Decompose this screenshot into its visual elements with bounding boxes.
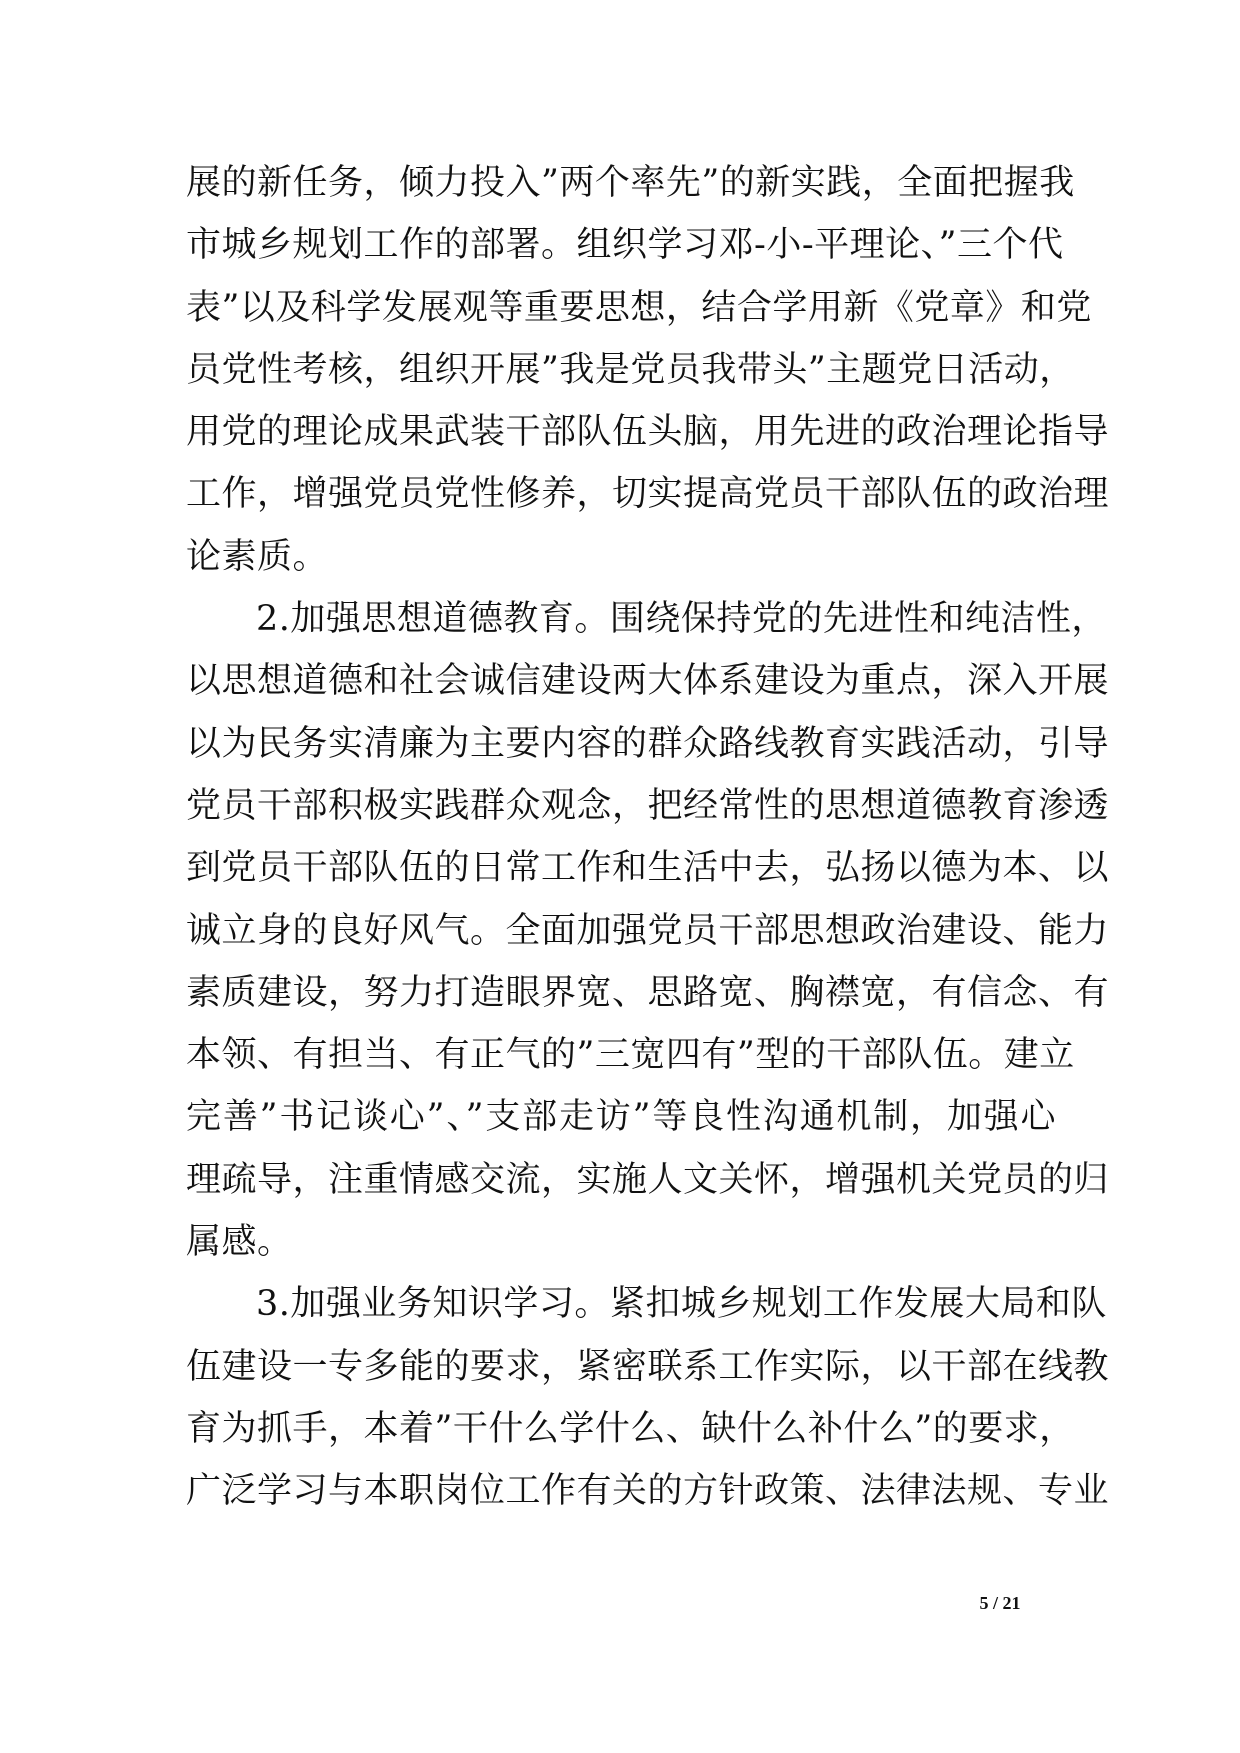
page-number: 5 / 21 xyxy=(979,1593,1021,1613)
text-line: 本领、有担当、有正气的”三宽四有”型的干部队伍。建立 xyxy=(186,1035,1075,1076)
text-line: 属感。 xyxy=(186,1222,293,1263)
text-line: 论素质。 xyxy=(186,536,329,577)
text-line: 素质建设，努力打造眼界宽、思路宽、胸襟宽，有信念、有 xyxy=(186,972,1110,1013)
text-line: 党员干部积极实践群众观念，把经常性的思想道德教育渗透 xyxy=(186,785,1110,826)
paragraph-heading-line: 3.加强业务知识学习。紧扣城乡规划工作发展大局和队 xyxy=(256,1284,1107,1325)
text-line: 诚立身的良好风气。全面加强党员干部思想政治建设、能力 xyxy=(186,910,1110,951)
text-line: 工作，增强党员党性修养，切实提高党员干部队伍的政治理 xyxy=(186,474,1110,515)
text-line: 以思想道德和社会诚信建设两大体系建设为重点，深入开展 xyxy=(186,661,1110,702)
text-line: 展的新任务，倾力投入”两个率先”的新实践，全面把握我 xyxy=(186,163,1075,203)
text-line: 表”以及科学发展观等重要思想，结合学用新《党章》和党 xyxy=(186,287,1092,328)
text-line: 完善”书记谈心”、”支部走访”等良性沟通机制，加强心 xyxy=(186,1097,1056,1138)
text-line: 到党员干部队伍的日常工作和生活中去，弘扬以德为本、以 xyxy=(186,848,1110,889)
text-line: 伍建设一专多能的要求，紧密联系工作实际，以干部在线教 xyxy=(186,1346,1110,1387)
text-line: 广泛学习与本职岗位工作有关的方针政策、法律法规、专业 xyxy=(186,1471,1110,1512)
body-text xyxy=(186,152,1110,1523)
text-line: 以为民务实清廉为主要内容的群众路线教育实践活动，引导 xyxy=(186,723,1110,764)
text-line: 员党性考核，组织开展”我是党员我带头”主题党日活动， xyxy=(186,349,1075,390)
text-line: 理疏导，注重情感交流，实施人文关怀，增强机关党员的归 xyxy=(186,1159,1110,1200)
paragraph-heading-line: 2.加强思想道德教育。围绕保持党的先进性和纯洁性， xyxy=(256,599,1107,640)
text-line: 用党的理论成果武装干部队伍头脑，用先进的政治理论指导 xyxy=(186,412,1110,453)
text-line: 育为抓手，本着”干什么学什么、缺什么补什么”的要求， xyxy=(186,1408,1075,1449)
text-line: 市城乡规划工作的部署。组织学习邓-小-平理论、”三个代 xyxy=(186,225,1064,266)
